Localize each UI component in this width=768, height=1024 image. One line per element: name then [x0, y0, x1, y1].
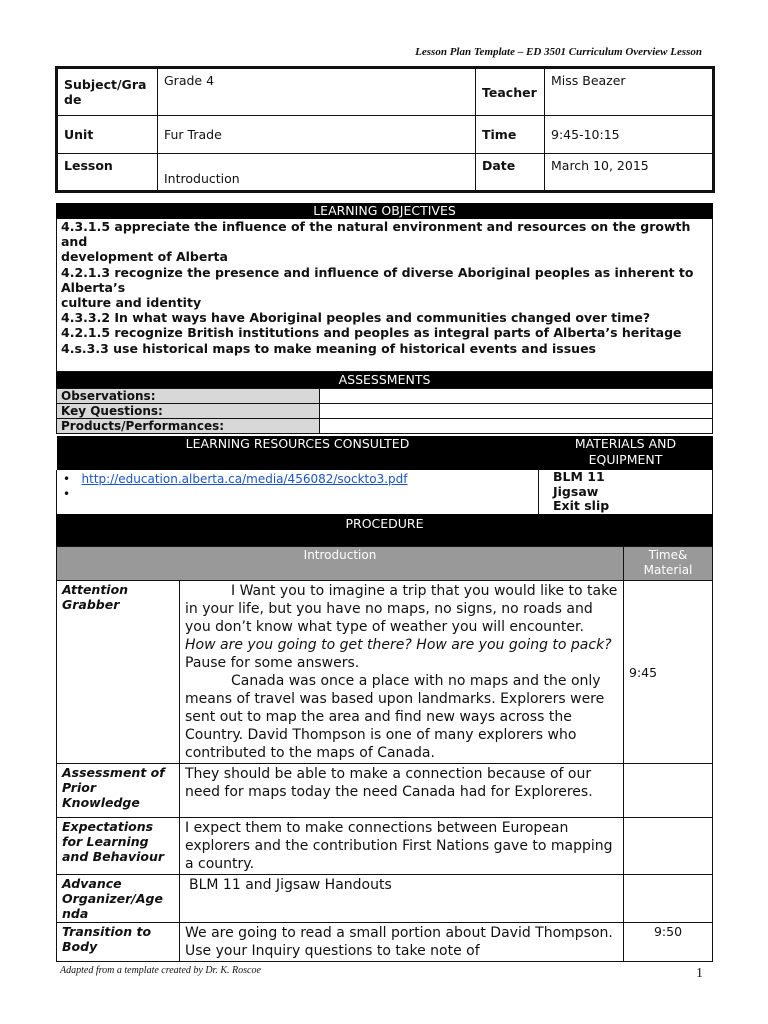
- subject-value: Grade 4: [158, 68, 476, 116]
- advance-organizer-label: Advance Organizer/Age nda: [57, 875, 180, 923]
- expectations-label: Expectations for Learning and Behaviour: [57, 818, 180, 875]
- teacher-label: Teacher: [476, 68, 545, 116]
- page-number: 1: [696, 966, 703, 981]
- assessments-section: [56, 372, 713, 434]
- attention-grabber-label: Attention Grabber: [57, 581, 180, 764]
- products-performances-field: [320, 419, 713, 434]
- products-performances-label: Products/Performances:: [57, 419, 320, 434]
- objective-line: 4.2.1.5 recognize British institutions and peoples as integral parts of Alberta’s heritage: [61, 325, 682, 341]
- assessments-table: [56, 388, 713, 434]
- key-questions-label: Key Questions:: [57, 404, 320, 419]
- objective-line: culture and identity: [61, 295, 202, 311]
- transition-time: 9:50: [624, 923, 713, 962]
- lesson-label: Lesson: [57, 154, 158, 192]
- resources-table: [56, 436, 713, 515]
- material-item: BLM 11: [553, 469, 605, 484]
- expectations-time: [624, 818, 713, 875]
- footer-credit: Adapted from a template created by Dr. K. Roscoe: [60, 965, 261, 976]
- resources-section: [56, 436, 713, 515]
- introduction-heading: Introduction: [57, 547, 624, 581]
- lesson-value: Introduction: [158, 154, 476, 192]
- date-value: March 10, 2015: [545, 154, 714, 192]
- advance-organizer-text: BLM 11 and Jigsaw Handouts: [180, 875, 624, 923]
- resource-list-item: • http://education.alberta.ca/media/456082/sockto3.pdf: [63, 472, 408, 486]
- unit-value: Fur Trade: [158, 116, 476, 154]
- objective-line: development of Alberta: [61, 249, 228, 265]
- prior-knowledge-label: Assessment of Prior Knowledge: [57, 764, 180, 818]
- document-header: Lesson Plan Template – ED 3501 Curriculum Overview Lesson: [415, 46, 702, 58]
- procedure-bar: [56, 514, 713, 546]
- observations-field: [320, 389, 713, 404]
- materials-heading: MATERIALS AND EQUIPMENT: [539, 436, 713, 470]
- resources-heading: LEARNING RESOURCES CONSULTED: [57, 436, 539, 470]
- objective-line: 4.3.1.5 appreciate the influence of the natural environment and resources on the growth and: [61, 219, 691, 250]
- attention-grabber-text: I Want you to imagine a trip that you would like to take in your life, but you have no maps, no signs, no roads and you don’t know what type of weather you will encounter. How are you going to get there? How are you going to pack? Pause for some answers. Canada was once a place with no maps and the only means of travel was based upon landmarks. Explorers were sent out to map the area and find new ways across the Country. David Thompson is one of many explorers who contributed to the maps of Canada.: [180, 581, 624, 764]
- objectives-list: [56, 219, 713, 372]
- resource-link[interactable]: http://education.alberta.ca/media/456082/sockto3.pdf: [81, 472, 408, 486]
- transition-label: Transition to Body: [57, 923, 180, 962]
- objective-line: 4.s.3.3 use historical maps to make meaning of historical events and issues: [61, 340, 596, 356]
- key-questions-field: [320, 404, 713, 419]
- learning-objectives-heading: LEARNING OBJECTIVES: [56, 203, 713, 219]
- expectations-text: I expect them to make connections between European explorers and the contribution First Nations gave to mapping a country.: [180, 818, 624, 875]
- objective-line: 4.3.3.2 In what ways have Aboriginal peoples and communities changed over time?: [61, 310, 651, 326]
- material-item: Exit slip: [553, 498, 610, 513]
- unit-label: Unit: [57, 116, 158, 154]
- resource-list-item: •: [63, 487, 71, 501]
- prior-knowledge-text: They should be able to make a connection because of our need for maps today the need Canada had for Exploreres.: [180, 764, 624, 818]
- lesson-info-table: [55, 66, 715, 193]
- prior-knowledge-time: [624, 764, 713, 818]
- time-material-heading: Time& Material: [624, 547, 713, 581]
- learning-objectives-section: [56, 203, 713, 372]
- material-item: Jigsaw: [553, 483, 599, 499]
- advance-organizer-time: [624, 875, 713, 923]
- procedure-table: [56, 546, 713, 962]
- subject-label: Subject/Gra de: [57, 68, 158, 116]
- teacher-value: Miss Beazer: [545, 68, 714, 116]
- objective-line: 4.2.1.3 recognize the presence and influence of diverse Aboriginal peoples as inherent to Alberta’s: [61, 264, 694, 295]
- time-value: 9:45-10:15: [545, 116, 714, 154]
- transition-text: We are going to read a small portion about David Thompson. Use your Inquiry questions to take note of: [180, 923, 624, 962]
- assessments-heading: ASSESSMENTS: [56, 372, 713, 388]
- observations-label: Observations:: [57, 389, 320, 404]
- date-label: Date: [476, 154, 545, 192]
- attention-grabber-time: 9:45: [624, 581, 713, 764]
- procedure-heading: PROCEDURE: [56, 514, 713, 532]
- time-label: Time: [476, 116, 545, 154]
